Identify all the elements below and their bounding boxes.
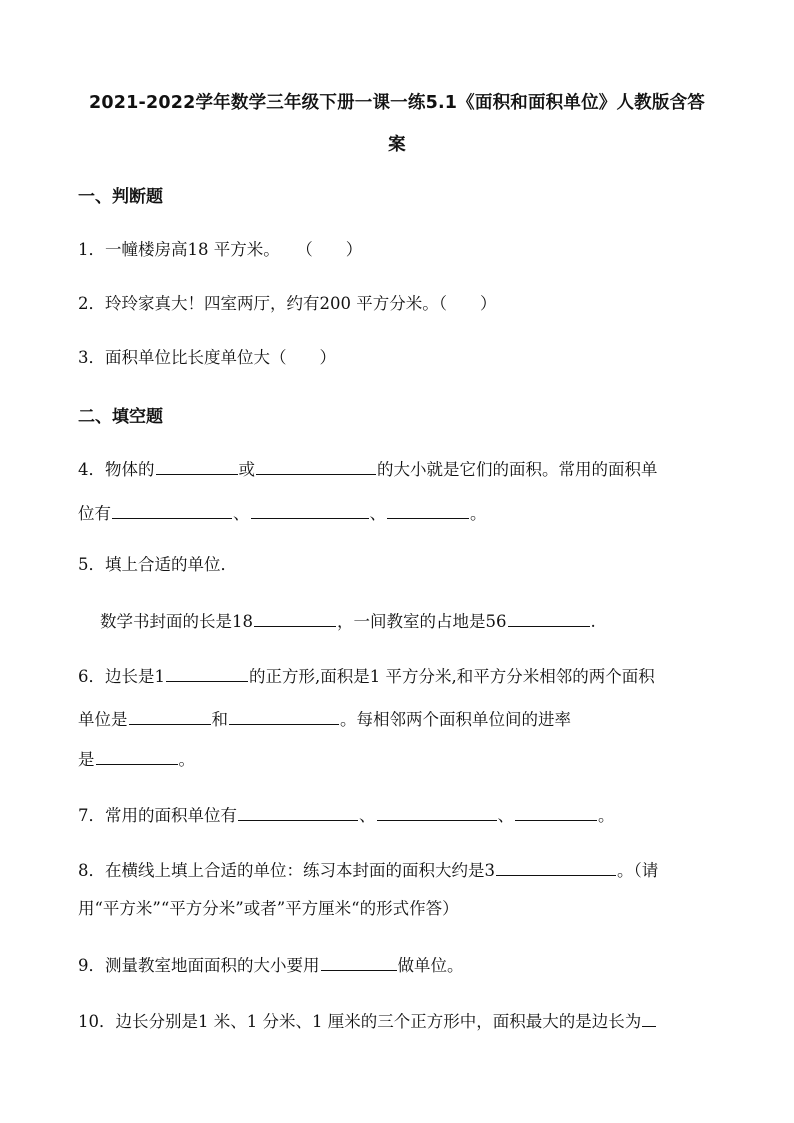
- title-line-2: 案: [388, 135, 406, 155]
- question-1: 1．一幢楼房高18 平方米。 （ ）: [78, 240, 363, 259]
- question-8-line-2: 用“平方米”“平方分米”或者”平方厘米“的形式作答）: [78, 899, 459, 918]
- q7-blank-1[interactable]: [238, 802, 358, 821]
- q7-text-b: 、: [359, 806, 376, 825]
- question-5-line-1: 5．填上合适的单位．: [78, 555, 237, 574]
- q4-text-b: 或: [238, 460, 255, 479]
- q9-text-b: 做单位。: [397, 956, 464, 975]
- q5-blank-2[interactable]: [508, 608, 590, 627]
- q7-text-c: 、: [497, 806, 514, 825]
- q6-text-f: 是: [78, 750, 95, 769]
- q6-text-g: 。: [178, 750, 195, 769]
- question-7: [78, 802, 615, 828]
- q5-blank-1[interactable]: [254, 608, 336, 627]
- q5-text-d: .: [590, 612, 596, 631]
- q4-blank-5[interactable]: [387, 500, 469, 519]
- q9-blank-1[interactable]: [321, 952, 397, 971]
- q6-text-d: 和: [211, 710, 228, 729]
- question-6-line-2: [78, 706, 571, 732]
- q10-blank-1[interactable]: [642, 1008, 656, 1027]
- question-5-line-2: [100, 608, 596, 634]
- q8-blank-1[interactable]: [496, 857, 616, 876]
- question-10: [78, 1008, 657, 1034]
- question-4-line-1: [78, 456, 658, 482]
- q6-blank-3[interactable]: [229, 706, 339, 725]
- q4-text-g: 。: [470, 504, 487, 523]
- section-fill-heading: 二、填空题: [78, 407, 163, 427]
- q6-blank-2[interactable]: [129, 706, 211, 725]
- q6-text-e: 。每相邻两个面积单位间的进率: [340, 710, 571, 729]
- q6-text-b: 的正方形,面积是1 平方分米,和平方分米相邻的两个面积: [249, 667, 655, 686]
- title-line-1: 2021-2022学年数学三年级下册一课一练5.1《面积和面积单位》人教版含答: [89, 93, 705, 113]
- q4-blank-3[interactable]: [112, 500, 232, 519]
- document-title: [60, 82, 734, 166]
- q6-text-a: 6．边长是1: [78, 667, 165, 686]
- question-6-line-3: [78, 746, 195, 772]
- q7-text-a: 7．常用的面积单位有: [78, 806, 237, 825]
- q4-text-f: 、: [369, 504, 386, 523]
- q6-blank-4[interactable]: [96, 746, 178, 765]
- section-judge-heading: 一、判断题: [78, 187, 163, 207]
- question-4-line-2: [78, 500, 487, 526]
- question-9: [78, 952, 464, 978]
- question-3: 3．面积单位比长度单位大（ ）: [78, 348, 336, 367]
- q4-blank-1[interactable]: [156, 456, 238, 475]
- q4-text-d: 位有: [78, 504, 111, 523]
- q8-text-b: 。（请: [617, 861, 659, 880]
- q7-text-d: 。: [598, 806, 615, 825]
- q4-text-a: 4．物体的: [78, 460, 155, 479]
- q8-text-a: 8．在横线上填上合适的单位：练习本封面的面积大约是3: [78, 861, 495, 880]
- q9-text-a: 9．测量教室地面面积的大小要用: [78, 956, 320, 975]
- q10-text-a: 10．边长分别是1 米、1 分米、1 厘米的三个正方形中，面积最大的是边长为: [78, 1012, 642, 1031]
- question-2: 2．玲玲家真大！四室两厅，约有200 平方分米。（ ）: [78, 294, 497, 313]
- q4-text-c: 的大小就是它们的面积。常用的面积单: [377, 460, 658, 479]
- q7-blank-2[interactable]: [377, 802, 497, 821]
- q6-blank-1[interactable]: [166, 663, 248, 682]
- q7-blank-3[interactable]: [515, 802, 597, 821]
- question-6-line-1: [78, 663, 655, 689]
- question-8-line-1: [78, 857, 658, 883]
- q4-text-e: 、: [233, 504, 250, 523]
- q5-text-b: 数学书封面的长是18: [100, 612, 253, 631]
- q4-blank-4[interactable]: [251, 500, 369, 519]
- q5-text-c: ，一间教室的占地是56: [337, 612, 507, 631]
- q4-blank-2[interactable]: [256, 456, 376, 475]
- q6-text-c: 单位是: [78, 710, 128, 729]
